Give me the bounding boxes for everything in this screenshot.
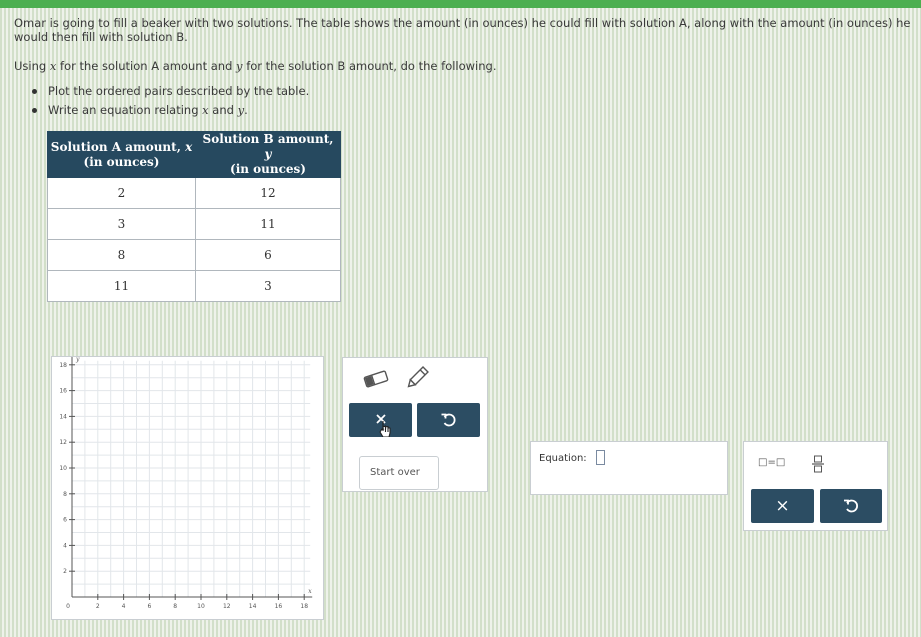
undo-graph-button[interactable]: [417, 403, 480, 437]
equals-template-button[interactable]: □=□: [758, 457, 786, 468]
var-x: x: [202, 103, 209, 117]
clear-equation-button[interactable]: ×: [751, 489, 814, 523]
instructions-middle: for the solution A amount and: [56, 59, 237, 73]
pencil-icon[interactable]: [403, 364, 431, 392]
x-tick-label: 2: [95, 603, 100, 610]
table-row: [48, 178, 341, 209]
data-table: [47, 131, 341, 302]
equation-tools-panel: [743, 441, 888, 531]
header-a-unit: (in ounces): [83, 154, 160, 169]
var-y: y: [237, 103, 245, 117]
fraction-icon[interactable]: [811, 454, 825, 474]
x-tick-label: 18: [300, 603, 309, 610]
y-tick-label: 14: [59, 413, 67, 421]
table-row: [48, 240, 341, 271]
x-tick-label: 16: [274, 603, 283, 610]
y-tick-label: 2: [63, 568, 67, 576]
task-equation-prefix: Write an equation relating: [48, 103, 203, 117]
y-tick-label: 6: [63, 516, 67, 524]
instructions-text: [14, 59, 497, 73]
header-solution-a: [48, 132, 196, 178]
clear-graph-button[interactable]: [349, 403, 412, 437]
y-tick-label: 12: [59, 439, 67, 447]
task-equation-and: and: [208, 103, 238, 117]
cell-x: 8: [48, 240, 196, 271]
y-tick-label: 18: [59, 361, 67, 369]
cell-x: 11: [48, 271, 196, 302]
top-bar: [0, 0, 921, 8]
x-tick-label: 8: [173, 603, 178, 610]
cell-y: 12: [196, 178, 341, 209]
undo-equation-button[interactable]: [820, 489, 882, 523]
table-row: [48, 209, 341, 240]
coordinate-grid[interactable]: [52, 357, 323, 619]
header-b-text: Solution B amount,: [202, 132, 334, 146]
graph-tools-panel: [342, 357, 488, 492]
table-row: [48, 271, 341, 302]
graph-canvas[interactable]: [51, 356, 324, 620]
instructions-prefix: Using: [14, 59, 50, 73]
undo-icon: [820, 489, 882, 523]
y-tick-label: 10: [59, 465, 67, 472]
x-axis-label: x: [308, 588, 312, 595]
x-tick-label: 0: [66, 603, 70, 610]
header-a-var: x: [185, 139, 193, 154]
task-equation-end: .: [244, 103, 248, 117]
header-b-var: y: [264, 147, 272, 161]
y-tick-label: 4: [63, 542, 67, 550]
cell-x: 2: [48, 178, 196, 209]
x-tick-label: 10: [197, 603, 205, 610]
header-b-unit: (in ounces): [230, 162, 306, 176]
task-equation: [32, 102, 309, 121]
task-plot: Plot the ordered pairs described by the table.: [32, 83, 309, 102]
y-tick-label: 8: [63, 490, 67, 498]
var-y: y: [236, 59, 243, 73]
task-list: [32, 83, 309, 121]
x-tick-label: 4: [121, 603, 126, 610]
x-tick-label: 6: [147, 603, 152, 610]
eraser-icon[interactable]: [360, 368, 392, 390]
cell-y: 3: [196, 271, 341, 302]
cell-y: 6: [196, 240, 341, 271]
var-x: x: [49, 59, 57, 73]
equation-panel: [530, 441, 728, 495]
equation-input[interactable]: [596, 450, 605, 465]
equation-label: Equation:: [539, 453, 587, 464]
x-tick-label: 14: [248, 603, 257, 610]
cell-y: 11: [196, 209, 341, 240]
header-a-text: Solution A amount,: [50, 139, 186, 154]
header-solution-b: [196, 132, 341, 178]
instructions-suffix: for the solution B amount, do the following.: [242, 59, 497, 73]
y-tick-label: 16: [59, 387, 67, 395]
undo-icon: [417, 403, 480, 437]
problem-statement: Omar is going to fill a beaker with two solutions. The table shows the amount (in ounces) he could fill with solution A, along with the amount (in ounces) he would then fill with solution B.: [14, 16, 911, 44]
start-over-button[interactable]: Start over: [359, 456, 439, 490]
x-tick-label: 12: [222, 603, 231, 610]
hand-cursor-icon: [380, 421, 390, 437]
y-axis-label: y: [76, 357, 80, 363]
cell-x: 3: [48, 209, 196, 240]
close-icon: [349, 403, 412, 437]
